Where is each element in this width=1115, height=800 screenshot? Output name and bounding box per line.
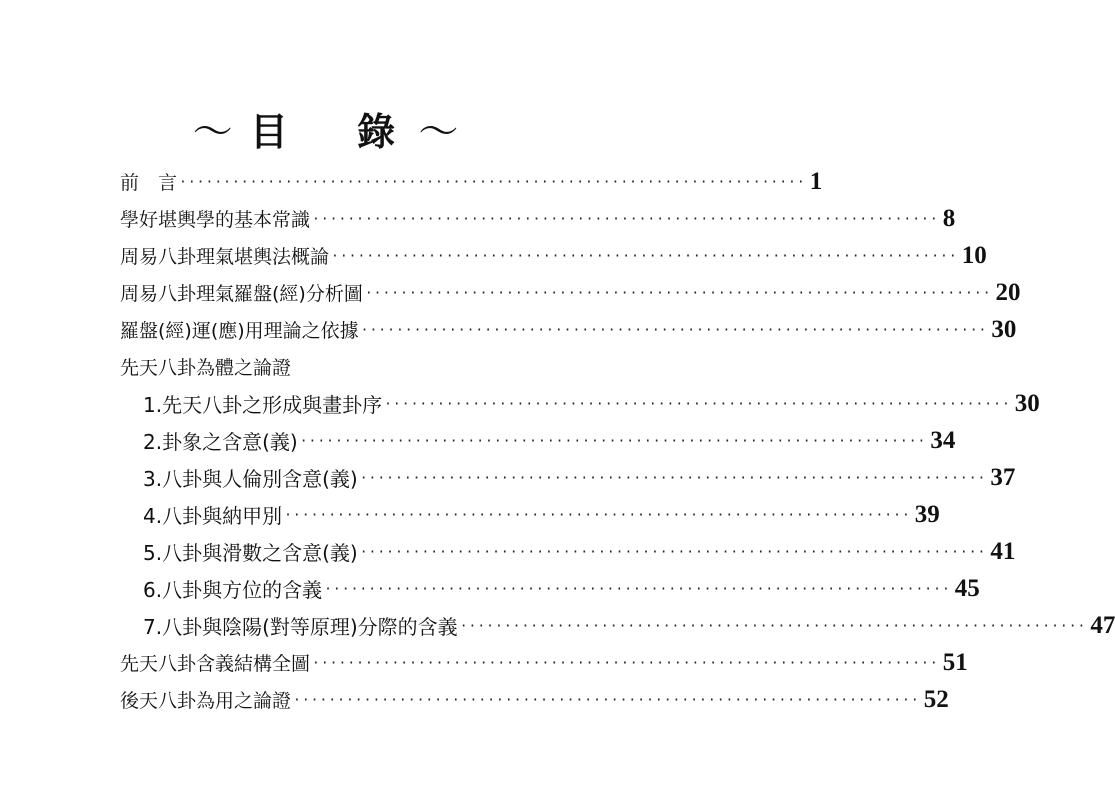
toc-entry-label: 先天八卦為體之論證 [120, 357, 292, 379]
dot-leader: ······································································· [459, 619, 1087, 634]
toc-entry-compass-theory [120, 314, 1017, 344]
toc-entry-foreword [120, 166, 823, 196]
dot-leader: ······································································· [364, 286, 992, 301]
toc-entry-page: 47 [1090, 612, 1115, 639]
toc-entry-label: 7.八卦與陰陽(對等原理)分際的含義 [143, 615, 458, 639]
dot-leader: ······································································· [312, 656, 939, 671]
toc-entry-label: 先天八卦含義結構全圖 [120, 653, 311, 675]
toc-entry-label: 前 言 [120, 172, 178, 194]
toc-entry-label: 2.卦象之含意(義) [143, 430, 298, 454]
toc-entry-page: 52 [923, 686, 949, 713]
toc-entry-page: 34 [930, 427, 956, 454]
toc-subentry-6 [143, 573, 980, 603]
toc-entry-page: 1 [809, 168, 823, 195]
toc-entry-later-heaven [120, 684, 949, 714]
dot-leader: ······································································· [293, 693, 920, 708]
toc-entry-structure-chart [120, 647, 968, 677]
toc-entry-label: 1.先天八卦之形成與畫卦序 [143, 393, 383, 417]
toc-entry-label: 學好堪輿學的基本常識 [120, 209, 311, 231]
toc-entry-label: 羅盤(經)運(應)用理論之依據 [120, 320, 359, 342]
toc-entry-compass-diagram [120, 277, 1021, 307]
toc-entry-page: 30 [1014, 390, 1040, 417]
dot-leader: ······································································· [324, 582, 951, 597]
toc-subentry-1 [143, 388, 1040, 418]
toc-entry-label: 周易八卦理氣堪輿法概論 [120, 246, 330, 268]
toc-entry-page: 41 [990, 538, 1016, 565]
toc-entry-page: 39 [914, 501, 940, 528]
toc-entry-page: 8 [942, 205, 956, 232]
dot-leader: ······································································· [179, 175, 806, 190]
dot-leader: ······································································· [284, 508, 911, 523]
toc-entry-page: 37 [990, 464, 1016, 491]
toc-subentry-4 [143, 499, 940, 529]
title-text: 目 錄 [249, 109, 424, 154]
toc-entry-page: 30 [991, 316, 1017, 343]
toc-section-heading [120, 351, 582, 381]
title-right-tilde: 〜 [418, 109, 461, 155]
toc-entry-label: 3.八卦與人倫別含意(義) [143, 467, 358, 491]
toc-subentry-5 [143, 536, 1016, 566]
dot-leader: ······································································· [384, 397, 1011, 412]
dot-leader: ······································································· [331, 249, 958, 264]
toc-entry-overview [120, 240, 987, 270]
toc-entry-page: 20 [995, 279, 1021, 306]
toc-subentry-3 [143, 462, 1016, 492]
toc-subentry-2 [143, 425, 956, 455]
toc-entry-label: 5.八卦與滑數之含意(義) [143, 541, 358, 565]
toc-entry-page: 51 [942, 649, 968, 676]
toc-entry-label: 4.八卦與納甲別 [143, 504, 283, 528]
toc-entry-page: 45 [954, 575, 980, 602]
dot-leader: ······································································· [359, 545, 987, 560]
dot-leader: ······································································· [312, 212, 939, 227]
title-left-tilde: 〜 [192, 109, 235, 155]
dot-leader: ······································································· [360, 323, 988, 338]
toc-subentry-7 [143, 610, 1115, 640]
toc-entry-label: 後天八卦為用之論證 [120, 690, 292, 712]
dot-leader: ······································································· [359, 471, 987, 486]
toc-entry-label: 6.八卦與方位的含義 [143, 578, 323, 602]
toc-entry-label: 周易八卦理氣羅盤(經)分析圖 [120, 283, 363, 305]
toc-entry-basics [120, 203, 956, 233]
dot-leader: ······································································· [299, 434, 927, 449]
toc-entry-page: 10 [961, 242, 987, 269]
